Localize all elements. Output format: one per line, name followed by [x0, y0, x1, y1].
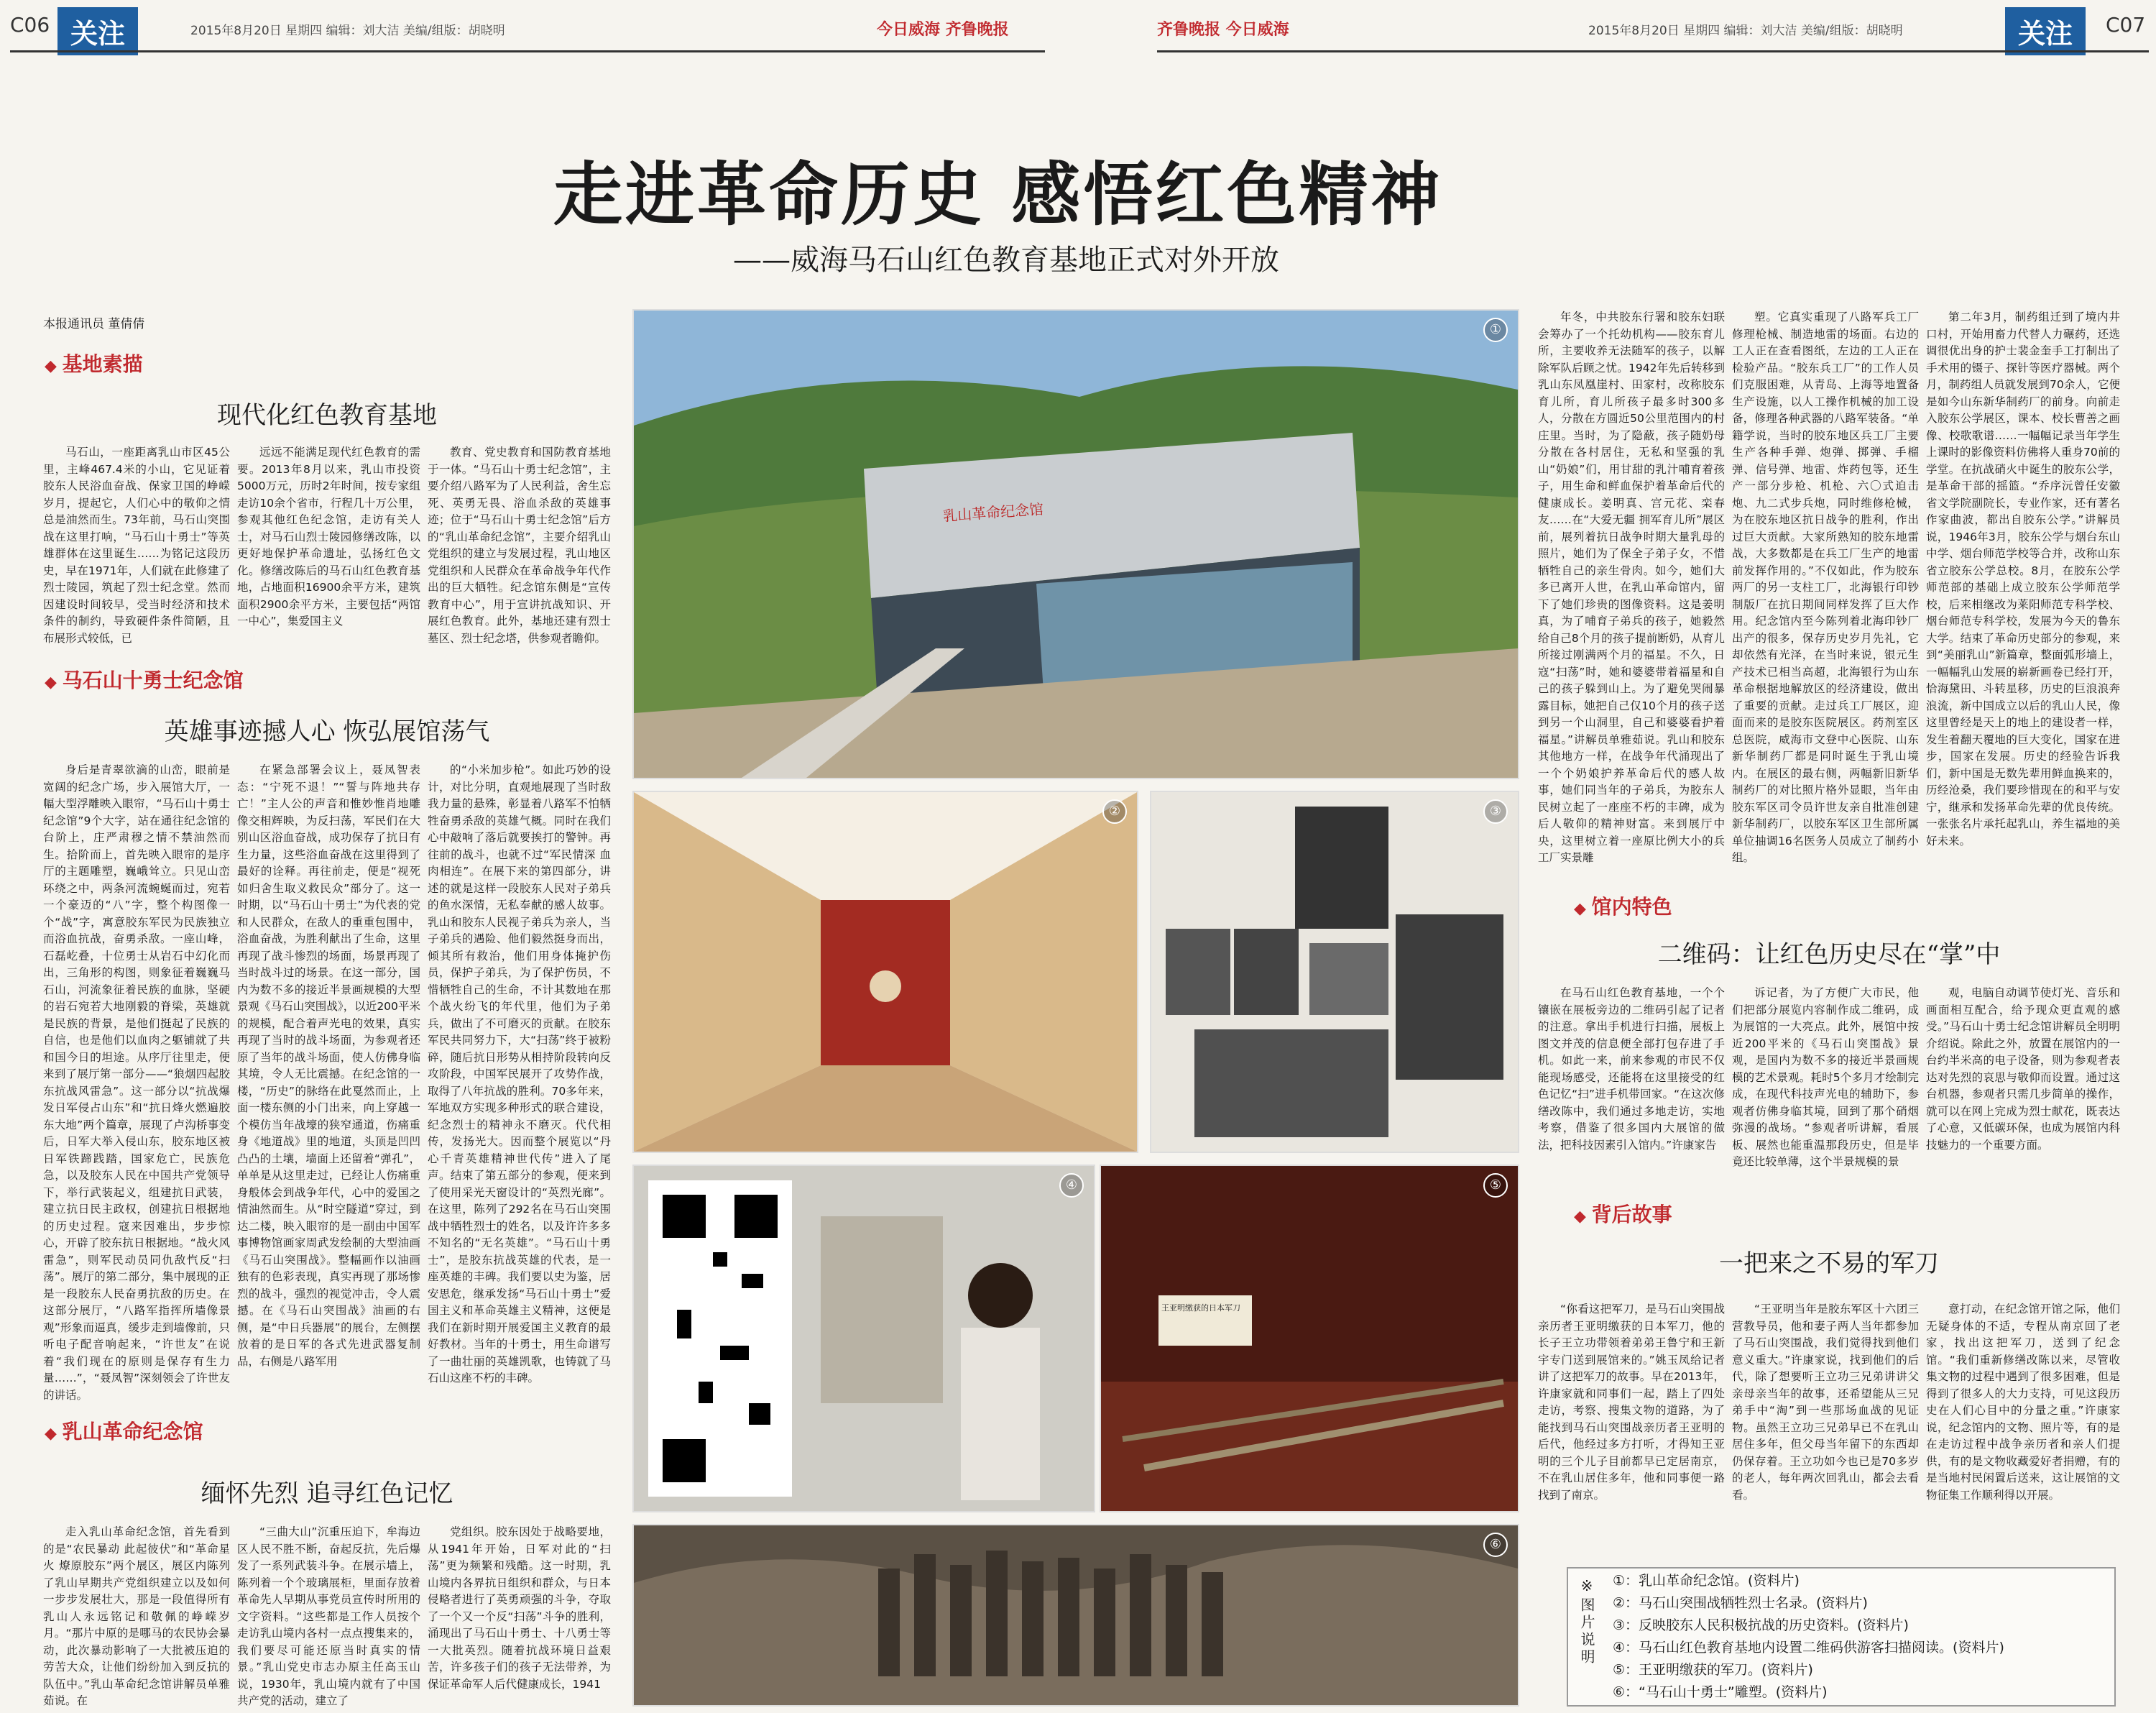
photo-japanese-sword — [1100, 1165, 1519, 1512]
main-title: 走进革命历史 感悟红色精神 — [553, 154, 1443, 235]
photo-captions-box — [1567, 1567, 2116, 1707]
photo-history-wall — [1150, 791, 1519, 1153]
article-text: 观，电脑自动调节使灯光、音乐和画面相互配合，给予现众更直观的感受。”马石山十勇士纪念馆讲解员全明明介绍说。除此之外，放置在展馆内的一台约半米高的电子设备，则为参观者表达对先烈的哀思与敬仰而设置。通过这台机器，参观者只需几步简单的操作，就可以在网上完成为烈士献花，既表达了心意，又低碳环保，也成为展馆内科技魅力的一个重要方面。 — [1926, 986, 2120, 1152]
issue-meta-right: 2015年8月20日 星期四 编辑：刘大洁 美编/组版：胡晓明 — [1588, 24, 1903, 38]
photo-qr-scanning — [632, 1165, 1095, 1512]
section-head-sketch: 现代化红色教育基地 — [217, 401, 437, 430]
article-text: 年冬，中共胶东行署和胶东妇联会筹办了一个托幼机构——胶东育儿所，主要收养无法随军的孩子，以解除军队后顾之忧。1942年先后转移到乳山东凤凰崖村、田家村，改称胶东育儿所，育儿所孩子最多时300多人，分散在方圆近50公里范围内的村庄里。当时，为了隐蔽，孩子随奶母分散在各村居住，无私和坚强的乳山“奶娘”们，用甘甜的乳汁哺育着孩子，用生命和鲜血保护着革命后代的健康成长。姜明真、宫元花、栾春友……在“大爱无疆 拥军育儿所”展区前，展列着抗日战争时期大量乳母的照片，她们为了保全子弟子女，不惜牺牲自己的亲生骨肉。如今，她们大多已离开人世，在乳山革命馆内，留下了她们珍贵的图像资料。这是姜明真，为了哺育子弟兵的孩子，她毅然给自己8个月的孩子提前断奶，从育儿所接过刚满两个月的福星。不久，日寇“扫荡”时，她和婆婆带着福星和自己的孩子躲到山上。为了避免哭闹暴露目标，她把自己仅10个月的孩子送到另一个山洞里，自己和婆婆看护着福星。”讲解员单雅茹说。乳山和胶东其他地方一样，在战争年代涌现出了一个个奶娘护养革命后代的感人故事，她们同当年的子弟兵，为胶东人民树立起了一座座不朽的丰碑，成为后人敬仰的精神财富。来到展厅中央，这里树立着一座原比例大小的兵工厂实景雕 — [1538, 311, 1725, 864]
section-head-heroes: 英雄事迹撼人心 恢弘展馆荡气 — [164, 717, 490, 746]
article-text: “三曲大山”沉重压迫下，牟海边区人民不胜不断，奋起反抗，先后爆发了一系列武装斗争。在展示墙上，陈列着一个个玻璃展柜，里面存放着革命先人早期从事党员宣传时所用的文字资料。“这些都是工作人员按个走访乳山境内各村一点点搜集来的，我们要尽可能还原当时真实的情景。”乳山党史市志办原主任高玉山说，1930年，乳山境内就有了中国共产党的活动，建立了 — [237, 1525, 420, 1707]
main-subtitle: ——威海马石山红色教育基地正式对外开放 — [733, 244, 1279, 277]
article-text: 塑。它真实重现了八路军兵工厂修理枪械、制造地雷的场面。右边的工人正在查看图纸，左边的工人正在检验产品。“胶东兵工厂”的工作人员们克服困难，从青岛、上海等地置备生产设施，以人工操作机械的加工设备，修理各种武器的八路军装备。“单籍学说，当时的胶东地区兵工厂主要生产各种手弹、炮弹、掷弹、手榴弹、信号弹、地雷、炸药包等，还生产一部分步枪、机枪、六〇式迫击炮、九二式步兵炮，同时维修枪械，为在胶东地区抗日战争的胜利，作出过巨大贡献。大家所熟知的胶东地雷战，大多数都是在兵工厂生产的地雷前发挥作用的。”不仅如此，作为胶东两厂的另一支柱工厂，北海银行印钞制版厂在抗日期间同样发挥了巨大作用。纪念馆内至今陈列着北海印钞厂出产的很多，保存历史岁月先礼，它却依然有光泽，在当时来说，银元生产技术已相当高超，北海银行为山东革命根据地解放区的经济建设，做出了重要的贡献。走过兵工厂展区，迎面而来的是胶东医院展区。药剂室区总医院，威海市文登中心医院、山东新华制药厂都是同时诞生于乳山境内。在展区的最右侧，两幅新旧新华制药厂的对比照片格外显眼，当年由胶东军区司令员许世友亲自批准创建新华制药厂，以胶东军区卫生部所属单位抽调16名医务人员成立了制药小组。 — [1732, 311, 1919, 864]
article-text: 走入乳山革命纪念馆，首先看到的是“农民暴动 此起彼伏”和“革命星火 燎原胶东”两个展区，展区内陈列了乳山早期共产党组织建立以及如何一步步发展壮大，那是一段值得所有乳山人永远铭记和敬佩的峥嵘岁月。“那片中原的是哪马的农民协会暴动，此次暴动影响了一大批被压迫的劳苦大众，让他们纷纷加入到反抗的队伍中。”乳山革命纪念馆讲解员单雅茹说。在 — [43, 1525, 230, 1707]
section-head-museum: 缅怀先烈 追寻红色记忆 — [201, 1479, 453, 1508]
article-text: 教育、党史教育和国防教育基地于一体。“马石山十勇士纪念馆”，主要介绍八路军为了人民利益，舍生忘死、英勇无畏、浴血杀敌的英雄事迹；位于“马石山十勇士纪念馆”后方的“乳山革命纪念馆”，主要介绍乳山党组织的建立与发展过程，乳山地区党组织和人民群众在革命战争年代作出的巨大牺牲。纪念馆东侧是“宣传教育中心”，用于宣讲抗战知识、开展红色教育。此外，基地还建有烈士墓区、烈士纪念塔，供参观者瞻仰。 — [428, 446, 611, 645]
article-text: 第二年3月，制药组迁到了境内井口村，开始用畜力代替人力碾药，还选调很优出身的护士裴金奎手工打制出了手术用的镊子、探针等医疗器械。两个月，制药组人员就发展到70余人，它便是如今山东新华制药厂的前身。向前走入胶东公学展区，课本、校长曹善之画像、校歌歌谱……一幅幅记录当年学生上课时的影像资料仿佛将人重身70前的学堂。在抗战硝火中诞生的胶东公学，是革命干部的摇篮。“乔序沅曾任安徽省文学院副院长，专业作家，还有著名作家曲波，都出自胶东公学。”讲解员说，1946年3月，胶东公学与烟台东山中学、烟台师范学校等合并，改称山东省立胶东公学总校。8月，在胶东公学师范部的基础上成立胶东公学师范学校，后来相继改为莱阳师范专科学校、烟台师范专科学校，发展为今天的鲁东大学。结束了革命历史部分的参观，来到“美丽乳山”新篇章，整面弧形墙上，一幅幅乳山发展的崭新画卷已经打开，恰海黛田、斗转星移，历史的巨浪浪奔浪流，新中国成立以后的乳山人民，像这里曾经是天上的地上的建设者一样，发生着翻天覆地的巨大变化，国家在进步，国家在发展。历史的经验告诉我们，新中国是无数先辈用鲜血换来的，历经沧桑，我们要珍惜现在的和平与安宁，继承和发扬革命先辈的优良传统。一张张名片承托起乳山，养生福地的美好未来。 — [1926, 311, 2120, 848]
article-text: 身后是青翠欲滴的山峦，眼前是宽阔的纪念广场，步入展馆大厅，一幅大型浮雕映入眼帘，“马石山十勇士纪念馆”9个大字，站在通往纪念馆的台阶上，庄严肃穆之情不禁油然而生。拾阶而上，首先映入眼帘的是序厅的主题雕塑，巍峨耸立。只见山峦环绕之中，两条河流蜿蜒而过，宛若一个豪迈的“八”字，整个构图像一个“战”字，寓意胶东军民为民族独立而浴血抗战，奋勇杀敌。一座山峰，石磊屹叠，十位勇士从岩石中幻化而出，三角形的构图，则象征着巍巍马石山，河流象征着民族的血脉，坚硬的岩石宛若大地刚毅的脊梁，英雄就是民族的背景，是他们挺起了民族的自信，也是他们以血肉之躯铺就了共和国今日的坦途。从序厅往里走，便来到了展厅第一部分——“狼烟四起胶东抗战风雷急”。这一部分以“抗战爆发日军侵占山东”和“抗日烽火燃遍胶东大地”两个篇章，展现了卢沟桥事变后，日军大举入侵山东，胶东地区被日军铁蹄践踏，国家危亡，民族危急，以及胶东人民在中国共产党领导下，举行武装起义，组建抗日武装，建立抗日民主政权，创建抗日根据地的历史过程。寇来因难出，步步惊心，开辟了胶东抗日根据地。“战火风雷急”，则军民动员同仇敌忾反“扫荡”。展厅的第二部分，集中展现的正是一段胶东人民奋勇抗敌的历史。在这部分展厅，“八路军指挥所墙像景观”形象而逼真，缓步走到墙像前，只听电子配音响起来，“许世友”在说着“我们现在的原则是保存有生力量……”，“聂凤智”深刻领会了许世友的讲话。 — [43, 763, 230, 1402]
photo-number: ④ — [1059, 1173, 1084, 1198]
article-text: 的“小米加步枪”。如此巧妙的设计，对比分明，直观地展现了当时敌我力量的悬殊，彰显着八路军不怕牺牲奋勇杀敌的英雄气概。同时在我们心中敲响了落后就要挨打的警钟。再往前的战斗，也就不过“军民情深 血肉相连”。在展下来的第四部分，讲述的就是这样一段胶东人民对子弟兵的鱼水深情，无私奉献的感人故事。乳山和胶东人民视子弟兵为亲人，当子弟兵的遇险、他们毅然挺身而出，倾其所有救治，他们用身体掩护伤员，保护子弟兵，为了保护伤员，不惜牺牲自己的生命，不计其数地在那个战火纷飞的年代里，他们为子弟兵，做出了不可磨灭的贡献。在胶东军民共同努力下，大“扫荡”终于被粉碎，随后抗日形势从相持阶段转向反攻阶段，中国军民展开了攻势作战，取得了八年抗战的胜利。70多年来，军地双方实现多种形式的联合建设，纪念烈士的精神永不磨灭。代代相传，发扬光大。因而整个展览以“丹心千青英雄精神世代传”进入了尾声。结束了第五部分的参观，便来到了使用采光天窗设计的“英烈光廊”。在这里，陈列了292名在马石山突围战中牺牲烈士的姓名，以及许许多多不知名的“无名英雄”。“马石山十勇士”，是胶东抗战英雄的代表，是一座英雄的丰碑。我们要以史为鉴，居安思危，继承发扬“马石山十勇士”爱国主义和革命英雄主义精神，这便是我们在新时期开展爱国主义教育的最好教材。当年的十勇士，用生命谱写了一曲壮丽的英雄凯歌，也铸就了马石山这座不朽的丰碑。 — [428, 763, 611, 1384]
article-text: 马石山，一座距离乳山市区45公里，主峰467.4米的小山，它见证着胶东人民浴血奋战、保家卫国的峥嵘岁月，提起它，人们心中的敬仰之情总是油然而生。73年前，马石山突围战在这里打响，“马石山十勇士”等英雄群体在这里诞生……为铭记这段历史，早在1971年，人们就在此修建了烈士陵园，筑起了烈士纪念堂。然而因建设时间较早，受当时经济和技术条件的制约，导致硬件条件简陋，且布展形式较低，已 — [43, 446, 230, 645]
article-text: 诉记者，为了方便广大市民，他们把部分展览内容制作成二维码，成为展馆的一大亮点。此外，展馆中按近200平米的《马石山突围战》景观，是国内为数不多的接近半景画规模的艺术景观。耗时5个多月才绘制完成，在现代科技声光电的辅助下，参观者仿佛身临其境，回到了那个硝烟弥漫的战场。“参观者听讲解，看展板、展然也能重温那段历史，但是毕竟还比较单薄，这个半景规模的景 — [1732, 986, 1919, 1168]
photo-martyr-names — [632, 791, 1138, 1153]
section-label-heroes: ◆ 马石山十勇士纪念馆 — [45, 665, 244, 694]
captions-title: ※图片说明 — [1578, 1577, 1595, 1666]
header-rule-left — [10, 50, 1045, 52]
section-tag-left: 关注 — [57, 7, 138, 55]
article-text: 在紧急部署会议上，聂凤智表态：“宁死不退！”“誓与阵地共存亡！”主人公的声音和惟妙惟肖地雕像交相辉映，为反扫荡，军民们在大别山区浴血奋战，成功保存了抗日有生力量，这些浴血奋战在这里得到了最好的诠释。再往前走，便是“视死如归舍生取义救民众”部分了。这一时期，以“马石山十勇士”为代表的党和人民群众，在敌人的重重包围中，浴血奋战，为胜利献出了生命，这里再现了战斗惨烈的场面，场景再现了当时战斗过的场景。在这一部分，国内为数不多的接近半景画规模的大型景观《马石山突围战》，以近200平米的规模，配合着声光电的效果，真实再现了当时的战斗场面，为参观者还原了当年的战斗场面，使人仿佛身临其境，令人无比震撼。在纪念馆的一楼，“历史”的脉络在此戛然而止，上面一楼东侧的小门出来，向上穿越一个模仿当年战壕的狭窄通道，伤痛重身《地道战》里的地道，头顶是凹凹凸凸的土壤，墙面上还留着“弹孔”，单单是从这里走过，已经让人伤痛重身般体会到战争年代，心中的爱国之情油然而生。从“时空隧道”穿过，到达二楼，映入眼帘的是一副由中国军事博物馆画家周武发绘制的大型油画《马石山突围战》。整幅画作以油画独有的色彩表现，真实再现了那场惨烈的战斗，强烈的视觉冲击，令人震撼。在《马石山突围战》油画的右侧，是“中日兵器展”的展台，左侧摆放着的是日军的各式先进武器复制品，右侧是八路军用 — [237, 763, 420, 1368]
paper-name-left: 今日威海 齐鲁晚报 — [877, 21, 1009, 39]
section-head-features: 二维码：让红色历史尽在“掌”中 — [1657, 940, 2001, 969]
article-text: 党组织。胶东因处于战略要地，从1941年开始，日军对此的“扫荡”更为频繁和残酷。这一时期，乳山境内各界抗日组织和群众，与日本侵略者进行了英勇顽强的斗争，夺取了一个又一个反“扫荡”斗争的胜利，涌现出了马石山十勇士、十八勇士等一大批英烈。随着抗战环境日益艰苦，许多孩子们的孩子无法带养，为保证革命军人后代健康成长，1941 — [428, 1525, 611, 1691]
paper-name-right: 齐鲁晚报 今日威海 — [1157, 21, 1289, 39]
section-label-museum: ◆ 乳山革命纪念馆 — [45, 1416, 203, 1445]
section-label-features: ◆ 馆内特色 — [1574, 891, 1672, 920]
article-text: 意打动，在纪念馆开馆之际，他们无疑身体的不适，专程从南京回了老家，找出这把军刀，送到了纪念馆。“我们重新修缮改陈以来，尽管收集文物的过程中遇到了很多困难，但是得到了很多人的大力支持，可见这段历史在人们心目中的分量之重。”许康家说，纪念馆内的文物、照片等，有的是在走访过程中战争亲历者和亲人们提供，有的是文物收藏爱好者捐赠，有的是当地村民闲置后送来，这让展馆的文物征集工作顺利得以开展。 — [1926, 1303, 2120, 1502]
section-label-sketch: ◆ 基地素描 — [45, 349, 143, 377]
byline: 本报通讯员 董倩倩 — [43, 317, 145, 331]
photo-memorial-hall — [632, 309, 1519, 779]
article-text: 远远不能满足现代红色教育的需要。2013年8月以来，乳山市投资5000万元，历时2年时间，按专家组走访10余个省市，行程几十万公里，参观其他红色纪念馆，走访有关人士，对马石山烈士陵园修缮改陈，以更好地保护革命遗址，弘扬红色文化。修缮改陈后的马石山红色教育基地，占地面积16900余平方米，建筑面积2900余平方米，主要包括“两馆一中心”，集爱国主义 — [237, 446, 420, 628]
photo-number: ⑥ — [1483, 1533, 1508, 1557]
article-text: “王亚明当年是胶东军区十六团三营教导员，他和妻子两人当年都参加了马石山突围战，我们觉得找到他们意义重大。”许康家说，找到他们的后代，除了想要听王立功三兄弟讲讲父亲母亲当年的故事，还希望能从三兄弟手中“淘”到一些那场血战的见证物。虽然王立功三兄弟早已不在乳山居住多年，但父母当年留下的东西却仍保存着。王立功如今也已是70多岁的老人，每年两次回乳山，都会去看看。 — [1732, 1303, 1919, 1502]
issue-meta-left: 2015年8月20日 星期四 编辑：刘大洁 美编/组版：胡晓明 — [190, 24, 505, 38]
article-text: 在马石山红色教育基地，一个个镶嵌在展板旁边的二维码引起了记者的注意。拿出手机进行扫描，展板上图文并茂的信息便全部打包存进了手机。如此一来，前来参观的市民不仅能现场感受，还能将在这里接受的红色记忆“扫”进手机带回家。“在这次修缮改陈中，我们通过多地走访，实地考察，借鉴了很多国内大展馆的做法，把科技因素引入馆内。”许康家告 — [1538, 986, 1725, 1152]
section-tag-right: 关注 — [2005, 7, 2086, 55]
photo-number: ⑤ — [1483, 1173, 1508, 1198]
caption-item: ⑤：王亚明缴获的军刀。(资料片) — [1613, 1662, 1813, 1678]
caption-item: ③：反映胶东人民积极抗战的历史资料。(资料片) — [1613, 1617, 1909, 1633]
memorial-sign: 乳山革命纪念馆 — [942, 500, 1044, 525]
caption-item: ①：乳山革命纪念馆。(资料片) — [1613, 1573, 1800, 1589]
article-text: “你看这把军刀，是马石山突围战亲历者王亚明缴获的日本军刀，他的长子王立功带领着弟弟王鲁宁和王新宇专门送到展馆来的。”姚玉凤给记者讲了这把军刀的故事。早在2013年，许康家就和同事们一起，踏上了四处走访，考察、搜集文物的道路，为了能找到马石山突围战亲历者王亚明的后代，他经过多方打听，才得知王亚明的三个儿子目前都早已定居南京，不在乳山居住多年，他和同事便一路找到了南京。 — [1538, 1303, 1725, 1502]
section-label-story: ◆ 背后故事 — [1574, 1199, 1672, 1228]
captions-list — [1613, 1570, 2004, 1704]
photo-number: ① — [1483, 318, 1508, 342]
sword-label: 王亚明缴获的日本军刀 — [1161, 1303, 1240, 1313]
photo-number: ② — [1102, 799, 1127, 824]
photo-ten-heroes-sculpture — [632, 1524, 1519, 1707]
page-number-right: C07 — [2106, 13, 2146, 37]
caption-item: ②：马石山突围战牺牲烈士名录。(资料片) — [1613, 1595, 1868, 1611]
header-rule-right — [1157, 50, 2149, 52]
caption-item: ⑥：“马石山十勇士”雕塑。(资料片) — [1613, 1684, 1828, 1700]
photo-number: ③ — [1483, 799, 1508, 824]
caption-item: ④：马石山红色教育基地内设置二维码供游客扫描阅读。(资料片) — [1613, 1640, 2004, 1655]
section-head-story: 一把来之不易的军刀 — [1719, 1249, 1939, 1278]
page-number-left: C06 — [10, 13, 50, 37]
